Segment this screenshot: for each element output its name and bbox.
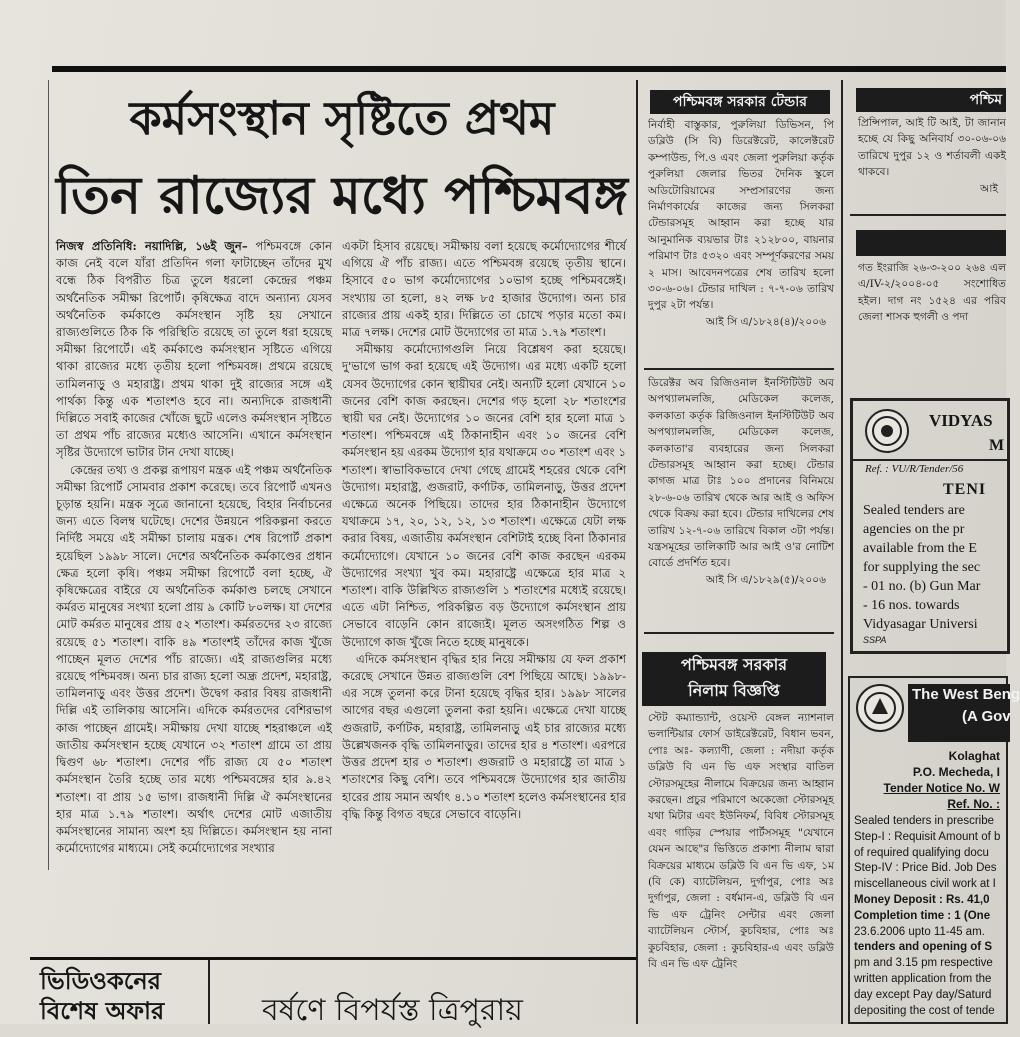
wbseb-logo-icon [856,684,904,732]
vidyasagar-ad [850,398,1010,654]
university-subtitle: M [989,437,1005,454]
tender-body: ডিরেক্টর অব রিজিওনাল ইনস্টিটিউট অব অপথ্যালমলজি, মেডিকেল কলেজ, কলকাতা কর্তৃক রিজিওনাল ইনস্টিটিউট অব অপথ্যালমলজি, মেডিকেল কলেজ, কলকাতা'র ব্যবহারের জন্য সিলকরা টেন্ডারসমূহ আহ্বান করা হচ্ছে। টেন্ডার কাগজ মাত্র টাঃ ১০০ প্রদানের বিনিময়ে ২৮-৬-০৬ তারিখ থেকে আর আই ও অফিস থেকে বিক্রয় করা হবে। টেন্ডার দাখিলের শেষ তারিখ ১২-৭-০৬ তারিখে বিকাল ৩টা পর্যন্ত। যন্ত্রসমূহের তালিকাটি আর আই ও'র নোটিশ বোর্ডে প্রদর্শিত হবে। [648,377,834,570]
article-paragraph-text: পশ্চিমবঙ্গে কোন কাজ নেই বলে যাঁরা প্রতিদিন গলা ফাটাচ্ছেন তাঁদের মুখ বন্ধে ঠিক বিপরীত চিত্র তুলে ধরলো কেন্দ্রের পঞ্চম অর্থনৈতিক সমীক্ষা রিপোর্ট। কৃষিক্ষেত্র বাদে অন্যান্য যেসব অর্থনৈতিক কর্মকাণ্ডে কর্মসংস্থান সৃষ্টি হয় সেখানে রাজ্যগুলিতে ঠিক কি পরিস্থিতি রয়েছে তা তুলে ধরা হয়েছে সমীক্ষা রিপোর্টে। এই কর্মকাণ্ডে কর্মসংস্থান সৃষ্টিতে এগিয়ে থাকা রাজ্যের মধ্যে তৃতীয় হলো পশ্চিমবঙ্গ। প্রথমে রয়েছে তামিলনাড়ু ও মহারাষ্ট্র। প্রথম থাকা দুই রাজ্যের সঙ্গে এই পার্থক্য কিন্তু এক শতাংশও হবে না। অন্যদিকে রাজধানী দিল্লিতে সবাই কাজের খোঁজে ছুটে এলেও কর্মসংস্থান সৃষ্টিতে তা প্রথম পাঁচ রাজ্যের মধ্যেও আসেনি। এখানে কর্মসংস্থান সৃষ্টির উদ্যোগে ভাটার টান দেখা যাচ্ছে। [56,239,333,460]
wbseb-line: written application from the [854,972,992,985]
wbseb-line: tenders and opening of S [854,941,993,954]
vidyasagar-line: Sealed tenders are [863,503,965,518]
wbseb-line: Money Deposit : Rs. 41,0 [854,893,990,906]
ad-agency-mark: SSPA [863,635,887,645]
wbseb-address [850,748,1006,812]
vidyasagar-line: - 01 no. (b) Gun Mar [863,579,981,594]
article-paragraph: একটা হিসাব রয়েছে। সমীক্ষায় বলা হয়েছে কর্মোদ্যোগের শীর্ষে এগিয়ে ঐ পাঁচ রাজ্য। এতে পশ্চিমবঙ্গ রয়েছে তৃতীয় স্থানে। হিসাবে ৫০ ভাগ কর্মোদ্যোগের ১০ভাগ হচ্ছে পশ্চিমবঙ্গেই। সংখ্যায় তা হলো, ৪২ লক্ষ ৮৫ হাজার উদ্যোগ। অন্য চার রাজ্যের প্রায় একই হার। দিল্লিতে তা চোখে পড়ার মতো কম। মাত্র ৭লক্ষ। দেশের মোট উদ্যোগের তা মাত্র ১.৭৯ শতাংশ। [342,239,626,340]
article-paragraph: সমীক্ষায় কর্মোদ্যোগগুলি নিয়ে বিশ্লেষণ করা হয়েছে। দু'ভাগে ভাগ করা হয়েছে এই উদ্যোগ। এর মধ্যে একটি হলো যেসব উদ্যোগের কোন স্থায়ীঘর নেই। অন্যটি হলো যেখানে ১০ জনের বেশি কাজ করছেন। দেশের গড় হলো ২৮ শতাংশের স্থায়ী ঘর নেই। উদ্যোগের ১০ জনের বেশি হার হলো মাত্র ১ শতাংশ। পশ্চিমবঙ্গে এই ঠিকানাহীন এবং ১০ জনের বেশি কর্মসংস্থান হয় এরকম উদ্যোগ হার যথাক্রমে ৩০ শতাংশ এবং ১ শতাংশ। স্বাভাবিকভাবে দেখা গেছে গ্রামেই শহরের থেকে বেশি উদ্যোগ। মহারাষ্ট্র, গুজরাট, কর্ণাটক, তামিলনাড়ু, উত্তর প্রদেশ এক্ষেত্রে অনেক পিছিয়ে। তাদের হার ঠিকানাহীন উদ্যোগে যথাক্রমে ১৭, ২০, ১২, ১২, ১৩ শতাংশ। এক্ষেত্রে যেটা লক্ষ করার বিষয়, এজাতীয় কর্মসংস্থান বেশিটাই হচ্ছে বিনা ঠিকানার কর্মোদ্যোগে। যেখানে ১০ জনের বেশি কাজ করছেন এরকম উদ্যোগের সংখ্যা খুব কম। মহারাষ্ট্রে এক্ষেত্রে হার মাত্র ২ শতাংশ। বাকি উল্লিখিত রাজ্যগুলি ১ শতাংশের মধ্যেই রয়েছে। এতে এটা নিশ্চিত, পরিকল্পিত বড় উদ্যোগে কর্মসংস্থান প্রায় সেভাবে বাড়েনি কোন রাজ্যেই। মূলত অসংগঠিত শিল্প ও উদ্যোগে কাজ খুঁজে নিতে হচ্ছে মানুষকে। [342,342,626,649]
article-paragraph: এদিকে কর্মসংস্থান বৃদ্ধির হার নিয়ে সমীক্ষায় যে ফল প্রকাশ করেছে সেখানে উন্নত রাজ্যগুলি বেশ পিছিয়ে আছে। ১৯৯৮-এর সঙ্গে তুলনা করে টানা হয়েছে বৃদ্ধির হার। ১৯৯৮ সালের আগের বছর এগুলো তুলনা করা হয়নি। এক্ষেত্রে দেখা যাচ্ছে গুজরাট, কর্ণাটক, মহারাষ্ট্র, তামিলনাড়ু এই চার রাজ্যের মধ্যে উল্লেখজনক বৃদ্ধি তামিলনাড়ুর। তাদের হার ৪ শতাংশ। এরপরে উত্তর প্রদেশ হার ৩ শতাংশ। গুজরাট ও মহারাষ্ট্রে তা মাত্র ১ শতাংশের কিছু বেশি। তবে পশ্চিমবঙ্গে উদ্যোগের হার জাতীয় হারের প্রায় সমান অর্থাৎ ৪.১০ শতাংশ হলেও কর্মসংস্থানের হার বৃদ্ধি কিন্তু বিগত বছরে সেভাবে বাড়েনি। [342,651,626,821]
tender-ref-number: Ref. : VU/R/Tender/56 [865,463,964,475]
wbseb-title-line-1: The West Beng [912,686,1020,703]
bottom-rule [30,957,636,960]
wbseb-po: P.O. Mecheda, I [912,765,1000,779]
right-notice-2 [858,260,1006,380]
wbseb-title-line-2: (A Gov [962,708,1011,725]
auction-heading-line-1: পশ্চিমবঙ্গ সরকার [680,655,788,674]
bottom-left-headline [40,966,164,1026]
vidyasagar-line: - 16 nos. towards [863,598,960,613]
tender-notice-2 [648,375,834,647]
tender-notice-1 [648,117,834,345]
tender-body: নির্বাহী বাস্তুকার, পুরুলিয়া ডিভিসন, পি ডব্লিউ (সি বি) ডিরেক্টরেট, কালেক্টরেট কম্পাউন্ড, পি.ও এবং জেলা পুরুলিয়া কর্তৃক পুরুলিয়া জেলার ভিতর দৈনিক স্কুলে অডিটোরিয়ামের সম্প্রসারণের জন্য নির্মাণকার্যের কাজের জন্য সিলকরা টেন্ডারসমূহ আহ্বান করা হচ্ছে যার আনুমানিক ব্যয়ভার টাঃ ২১২৮০০, বায়নার পরিমাণ টাঃ ৫৩২০ এবং সম্পূর্ণকরণের সময় ২ মাস। আবেদনপত্রের শেষ তারিখ হলো ৩০-৬-০৬। টেন্ডার দাখিল : ৭-৭-০৬ তারিখ দুপুর ২টা পর্যন্ত। [648,119,834,312]
auction-body: স্টেট কম্যান্ড্যান্ট, ওয়েস্ট বেঙ্গল ন্যাশনাল ভলান্টিয়ার ফোর্স ডাইরেক্টরেট, বিধান ভবন, পোঃ অঃ- কল্যাণী, জেলা : নদীয়া কর্তৃক ডব্লিউ বি এন ভি এফ সংস্থার বাতিল স্টোরসমূহের নীলামে বিক্রয়ের জন্য আহ্বান করছেন। প্রচুর পরিমাণে অকেজো স্টোরসমূহ যথা মিটার এবং ইউনিফর্ম, বিবিধ স্টোরসমূহ এবং গাড়ির স্পেয়ার পার্টসসমূহ "যেখানে যেমন আছে"র ভিত্তিতে প্রকাশ্য নীলাম দ্বারা বিক্রয়ের মাধ্যমে ডব্লিউ বি এন ভি এফ, ১ম (বি কে) ব্যাটেলিয়ন, দুর্গাপুর, পোঃ অঃ দুর্গাপুর, জেলা : বর্ধমান-এ, ডব্লিউ বি এন ভি এফ ট্রেনিং সেন্টার এবং জেলা ব্যাটেলিয়ন স্টোর্স, কুচবিহার, পোঃ অঃ কুচবিহার, জেলা : কুচবিহার-এ এবং ডব্লিউ বি এন ভি এফ ট্রেনিং [648,712,834,971]
top-rule [52,66,1006,72]
auction-notice [648,710,834,1024]
headline-line-1: কর্মসংস্থান সৃষ্টিতে প্রথম [129,91,555,145]
bottom-left-line-1: ভিডিওকনের [40,967,161,995]
headline-line-2: তিন রাজ্যের মধ্যে পশ্চিমবঙ্গ [56,166,628,226]
wbseb-line: miscellaneous civil work at I [854,878,996,891]
wbseb-body [854,814,1010,1019]
right-notice-2-body: গত ইংরাজি ২৬-৩-২০০ ২৬৪ এল এ/IV-২/২০০৪-০৫ সংশোধিত হইল। দাগ নং ১৫২৪ এর পরিব জেলা শাসক হুগলী ও পদা [858,262,1006,324]
tender-ref: আই সি এ/১৮২৯(৫)/২০০৬ [705,573,826,586]
wbseb-kolaghat: Kolaghat [948,749,1000,763]
article-left-border [48,80,49,870]
article-column-2 [342,238,626,954]
article-column-1 [56,238,332,954]
logo-graphic [858,686,902,730]
ad-divider [853,459,1007,461]
university-emblem-icon [865,409,909,453]
column-divider [636,80,638,1024]
article-paragraph: কেন্দ্রের তথ্য ও প্রকল্প রূপায়ণ মন্ত্রক এই পঞ্চম অর্থনৈতিক সমীক্ষা রিপোর্ট সোমবার প্রকাশ করেছে। তবে রিপোর্ট এখনও চূড়ান্ত হয়নি। মন্ত্রক সূত্রে জানানো হয়েছে, বিহার নির্বাচনের জন্য এতে বিলম্ব ঘটেছে। দেশের উন্নয়নে পরিকল্পনা করতে নির্দিষ্ট সময়ে এই সমীক্ষা চালায় মন্ত্রক। শেষ রিপোর্ট প্রকাশ হয়েছিল ১৯৯৮ সালে। দেশের অর্থনৈতিক কর্মকাণ্ডের প্রধান ক্ষেত্র হলো কৃষি। পঞ্চম সমীক্ষা রিপোর্টে বলা হচ্ছে, ঐ কৃষিক্ষেত্রের বাইরে যে অর্থনৈতিক কর্মকাণ্ড চলছে সেখানে কর্মরত মানুষের সংখ্যা হলো প্রায় ৯ কোটি ৮০লক্ষ। যা দেশের মোট কর্মরত মানুষের প্রায় ৫২ শতাংশ। কর্মরতদের ২৩ রাজ্যে রয়েছে ৫১ শতাংশ। বাকি ৪৯ শতাংশই তাঁদের কাজ খুঁজে পাচ্ছেন মূলত দেশের পাঁচ রাজ্যে। এই রাজ্যগুলির মধ্যে রয়েছে পশ্চিমবঙ্গ। অন্য চার রাজ্য হলো অন্ধ্র প্রদেশ, মহারাষ্ট্র, তামিলনাড়ু এবং উত্তর প্রদেশ। উদ্বেগ করার বিষয় রাজধানী দিল্লি এই তালিকায় আসেনি। এদিকে কর্মরতদের বেশিরভাগ কাজ পাচ্ছেন গ্রামেই। সমীক্ষায় দেখা যাচ্ছে শহরাঞ্চলে এই জাতীয় কর্মসংস্থান হচ্ছে যেখানে ৩২ শতাংশ গ্রামে তা প্রায় দ্বিগুণ ৬৮ শতাংশ। দেশের পাঁচ রাজ্য যে ৫০ শতাংশ কর্মসংস্থান তৈরি হচ্ছে তার মধ্যে পশ্চিমবঙ্গের হার ৯.৪২ শতাংশ। বা প্রায় ১৫ ভাগ। রাজধানী দিল্লি ঐ কর্মসংস্থানের হার মাত্র ১.৭৯ শতাংশ। অর্থাৎ দেশের মোট এজাতীয় কর্মসংস্থানের সামান্য অংশ হয় দিল্লিতে। কর্মসংস্থান হয় নানা কর্মোদ্যোগের মাধ্যমে। সেই কর্মোদ্যোগের সংখ্যার [56,462,332,856]
vidyasagar-line: available from the E [863,541,977,556]
bottom-left-line-2: বিশেষ অফার [40,997,165,1025]
wbseb-line: Step-I : Requisit Amount of b [854,830,1001,843]
right-notice-heading: পশ্চিম [856,88,1006,112]
wbseb-line: Completion time : 1 (One [854,909,991,922]
wbseb-line: pm and 3.15 pm respective [854,957,993,970]
column-divider [841,80,843,1024]
article-paragraph [56,238,332,462]
right-notice-1 [858,115,1006,205]
tender-ref: আই সি এ/১৮২৪(৪)/২০০৬ [705,315,826,328]
wbseb-line: depositing the cost of tende [854,1004,995,1017]
tender-heading: পশ্চিমবঙ্গ সরকার টেন্ডার [650,90,830,114]
right-notice-ref: আই [980,182,998,195]
right-notice-2-heading-bar [856,230,1006,256]
tender-separator [644,368,834,370]
dateline: নিজস্ব প্রতিনিধি: নয়াদিল্লি, ১৬ই জুন– [56,239,248,253]
wbseb-line: 23.6.2006 upto 11-45 am. [854,925,985,938]
vidyasagar-line: for supplying the sec [863,560,981,575]
right-separator [850,214,1006,216]
bottom-center-headline: বর্ষণে বিপর্যস্ত ত্রিপুরায় [262,993,523,1028]
wbseb-line: Sealed tenders in prescribe [854,815,994,827]
wbseb-notice-number: Tender Notice No. W [883,781,1000,795]
university-name: VIDYAS [929,411,993,430]
tender-separator [644,632,834,634]
vidyasagar-body [863,501,1013,634]
right-notice-body: প্রিন্সিপাল, আই টি আই, টা জানান হচ্ছে যে কিছু অনিবার্য ৩০-০৬-০৬ তারিখে দুপুর ১২ ও শর্তাবলী একই থাকবে। [858,117,1006,179]
wbseb-title [908,684,1020,742]
vidyasagar-line: agencies on the pr [863,522,965,537]
auction-heading-line-2: নিলাম বিজ্ঞপ্তি [688,681,780,700]
auction-heading [642,652,826,706]
emblem-graphic [867,411,907,451]
vidyasagar-line: Vidyasagar Universi [863,617,978,632]
tender-word: TENI [943,481,987,498]
wbseb-line: of required qualifying docu [854,846,989,859]
wbseb-tender-ad [848,676,1020,1024]
wbseb-line: Step-IV : Price Bid. Job Des [854,862,997,875]
bottom-divider [208,960,210,1024]
wbseb-ref-number: Ref. No. : [947,797,1000,811]
wbseb-line: day except Pay day/Saturd [854,988,992,1001]
